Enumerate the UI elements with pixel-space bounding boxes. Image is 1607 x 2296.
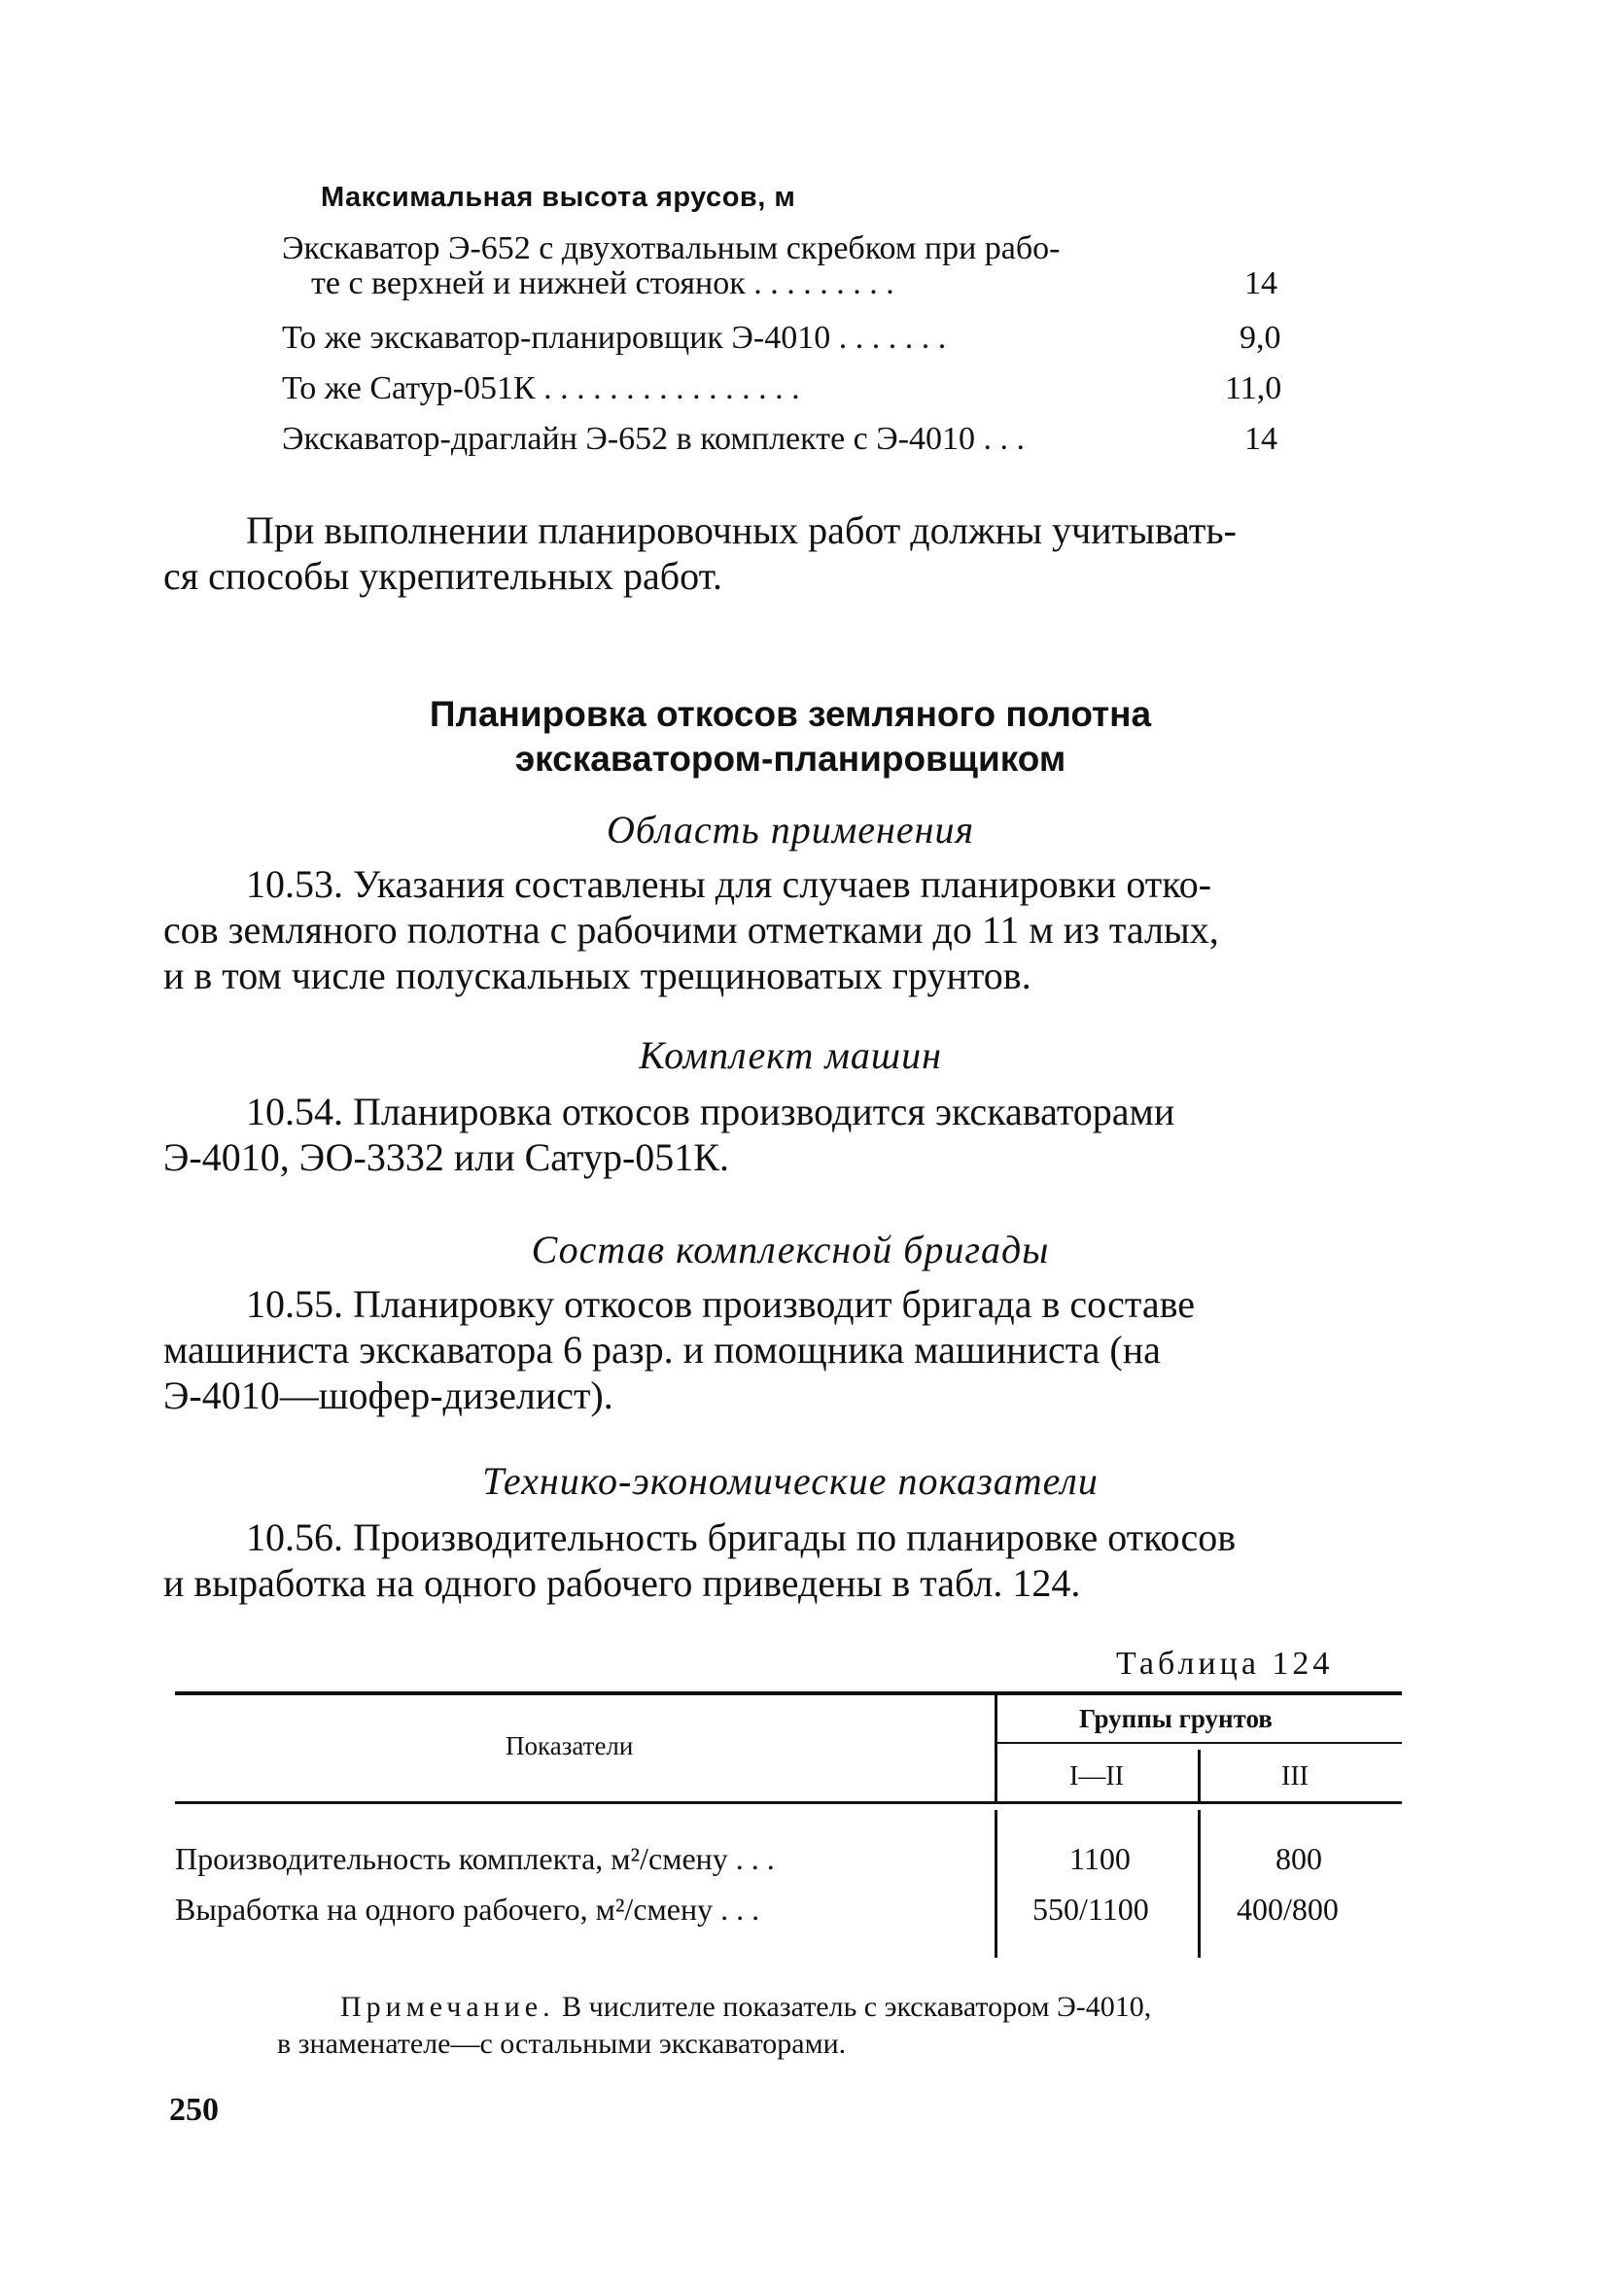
heights-title: Максимальная высота ярусов, м	[321, 182, 796, 213]
paragraph-line: машиниста экскаватора 6 разр. и помощника машиниста (на	[163, 1328, 1161, 1372]
table-cell: 400/800	[1237, 1892, 1339, 1927]
table-header-divider	[995, 1695, 997, 1804]
heights-row-label: То же Сатур-051К . . . . . . . . . . . . . . . .	[282, 370, 800, 406]
subheading: Технико-экономические показатели	[482, 1459, 1099, 1503]
paragraph-line: ся способы укрепительных работ.	[163, 554, 723, 598]
paragraph-line: и в том числе полускальных трещиноватых грунтов.	[163, 954, 1031, 997]
heights-row-label: Экскаватор Э-652 с двухотвальным скребком при рабо-	[282, 230, 1061, 266]
heights-row-label: То же экскаватор-планировщик Э-4010 . . . . . . .	[282, 320, 947, 356]
paragraph	[163, 1514, 1417, 1606]
paragraph	[163, 1281, 1417, 1418]
paragraph	[163, 1089, 1417, 1180]
note-text: В числителе показатель с экскаватором Э-4010,	[562, 1991, 1152, 2023]
heights-row-value: 11,0	[1225, 370, 1282, 406]
table-label: Таблица 124	[1116, 1646, 1334, 1682]
paragraph-line: сов земляного полотна с рабочими отметками до 11 м из талых,	[163, 908, 1219, 952]
paragraph-line: 10.56. Производительность бригады по планировке откосов	[246, 1515, 1237, 1559]
table-header-col2: III	[1281, 1761, 1309, 1792]
heights-row-label: Экскаватор-драглайн Э-652 в комплекте с Э-4010 . . .	[282, 421, 1026, 457]
table-header-indicators: Показатели	[506, 1731, 634, 1760]
section-title	[163, 692, 1417, 782]
table-header-col1: I—II	[1069, 1761, 1124, 1792]
table-body-divider	[1198, 1810, 1201, 1958]
intro-paragraph	[163, 507, 1500, 599]
table-row-label: Выработка на одного рабочего, м²/смену . . .	[175, 1892, 760, 1927]
paragraph-line: 10.54. Планировка откосов производится экскаваторами	[246, 1090, 1175, 1133]
paragraph-line: 10.53. Указания составлены для случаев планировки отко-	[246, 862, 1212, 906]
table-cell: 1100	[1069, 1841, 1131, 1876]
subheading: Комплект машин	[639, 1033, 942, 1077]
table-top-rule	[175, 1691, 1402, 1695]
table-row-label: Производительность комплекта, м²/смену . . .	[175, 1841, 775, 1876]
table-subheader-divider	[1198, 1750, 1201, 1804]
table-header-groups: Группы грунтов	[1079, 1704, 1273, 1733]
paragraph-line: и выработка на одного рабочего приведены в табл. 124.	[163, 1561, 1081, 1605]
table-note	[277, 1989, 1424, 2063]
table-groups-rule	[997, 1742, 1402, 1744]
paragraph-line: При выполнении планировочных работ должны учитывать-	[246, 508, 1237, 552]
subheading: Состав комплексной бригады	[531, 1228, 1050, 1271]
page-number: 250	[169, 2092, 219, 2128]
paragraph-line: Э-4010—шофер-дизелист).	[163, 1374, 613, 1417]
table-body-divider	[995, 1810, 997, 1958]
subheading: Область применения	[606, 808, 975, 852]
table-cell: 550/1100	[1032, 1892, 1149, 1927]
paragraph-line: 10.55. Планировку откосов производит бригада в составе	[246, 1282, 1196, 1326]
table-header-rule	[175, 1801, 1402, 1804]
heights-row-value: 14	[1244, 421, 1277, 457]
heights-row-value: 9,0	[1240, 320, 1281, 356]
section-title-line: Планировка откосов земляного полотна	[429, 694, 1152, 734]
paragraph	[163, 861, 1417, 998]
table-cell: 800	[1275, 1841, 1322, 1876]
note-line: в знаменателе—с остальными экскаваторами.	[277, 2028, 847, 2060]
section-title-line: экскаватором-планировщиком	[514, 739, 1066, 779]
heights-row-label-cont: те с верхней и нижней стоянок . . . . . . . . .	[311, 265, 894, 301]
paragraph-line: Э-4010, ЭО-3332 или Сатур-051К.	[163, 1135, 729, 1179]
note-word: Примечание.	[340, 1991, 555, 2023]
heights-row-value: 14	[1244, 265, 1277, 301]
